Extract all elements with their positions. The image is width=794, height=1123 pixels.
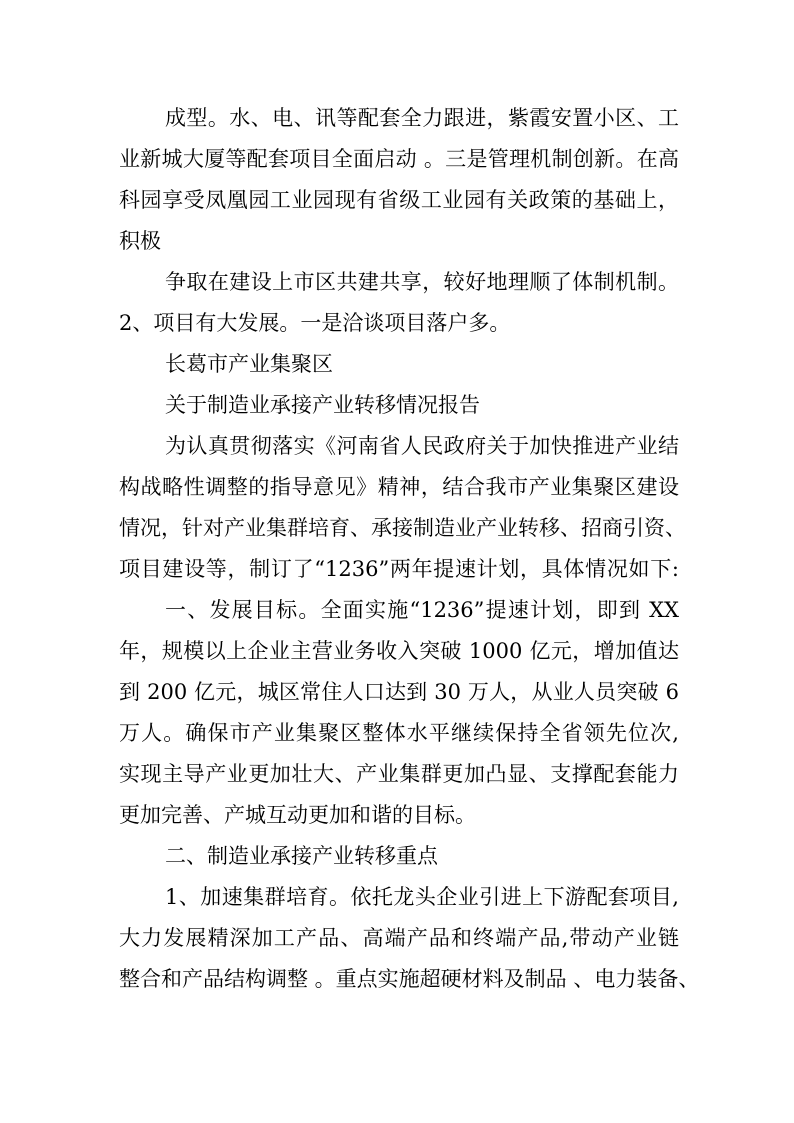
text-line-10: 构战略性调整的指导意见》精神，结合我市产业集聚区建设 bbox=[119, 475, 679, 499]
text-line-3: 科园享受凤凰园工业园现有省级工业园有关政策的基础上， bbox=[119, 188, 679, 212]
text-line-11: 情况，针对产业集群培育、承接制造业产业转移、招商引资、 bbox=[119, 516, 686, 540]
text-line-13: 一、发展目标。全面实施“1236”提速计划，即到 XX bbox=[165, 598, 679, 622]
text-line-2: 业新城大厦等配套项目全面启动 。三是管理机制创新。在高 bbox=[119, 147, 679, 171]
text-line-14: 年，规模以上企业主营业务收入突破 1000 亿元，增加值达 bbox=[119, 639, 679, 663]
text-line-16: 万人。确保市产业集聚区整体水平继续保持全省领先位次, bbox=[119, 721, 679, 745]
text-line-1: 成型。水、电、讯等配套全力跟进，紫霞安置小区、工 bbox=[165, 106, 679, 130]
text-line-17: 实现主导产业更加壮大、产业集群更加凸显、支撑配套能力 bbox=[119, 762, 679, 786]
text-line-21: 大力发展精深加工产品、高端产品和终端产品,带动产业链 bbox=[119, 926, 679, 950]
text-line-22: 整合和产品结构调整 。重点实施超硬材料及制品 、电力装备、 bbox=[119, 967, 700, 991]
report-org-line: 长葛市产业集聚区 bbox=[165, 352, 333, 376]
report-title-line: 关于制造业承接产业转移情况报告 bbox=[165, 393, 480, 417]
text-line-15: 到 200 亿元，城区常住人口达到 30 万人，从业人员突破 6 bbox=[119, 680, 679, 704]
text-line-20: 1、加速集群培育。依托龙头企业引进上下游配套项目, bbox=[165, 885, 679, 909]
text-line-6: 2、项目有大发展。一是洽谈项目落户多。 bbox=[119, 311, 511, 335]
text-line-18: 更加完善、产城互动更加和谐的目标。 bbox=[119, 803, 476, 827]
section-heading-line: 二、制造业承接产业转移重点 bbox=[165, 844, 438, 868]
text-line-9: 为认真贯彻落实《河南省人民政府关于加快推进产业结 bbox=[165, 434, 679, 458]
text-line-5: 争取在建设上市区共建共享，较好地理顺了体制机制。 bbox=[165, 270, 679, 294]
text-line-12: 项目建设等，制订了“1236”两年提速计划，具体情况如下: bbox=[119, 557, 679, 581]
text-line-4: 积极 bbox=[119, 229, 161, 253]
